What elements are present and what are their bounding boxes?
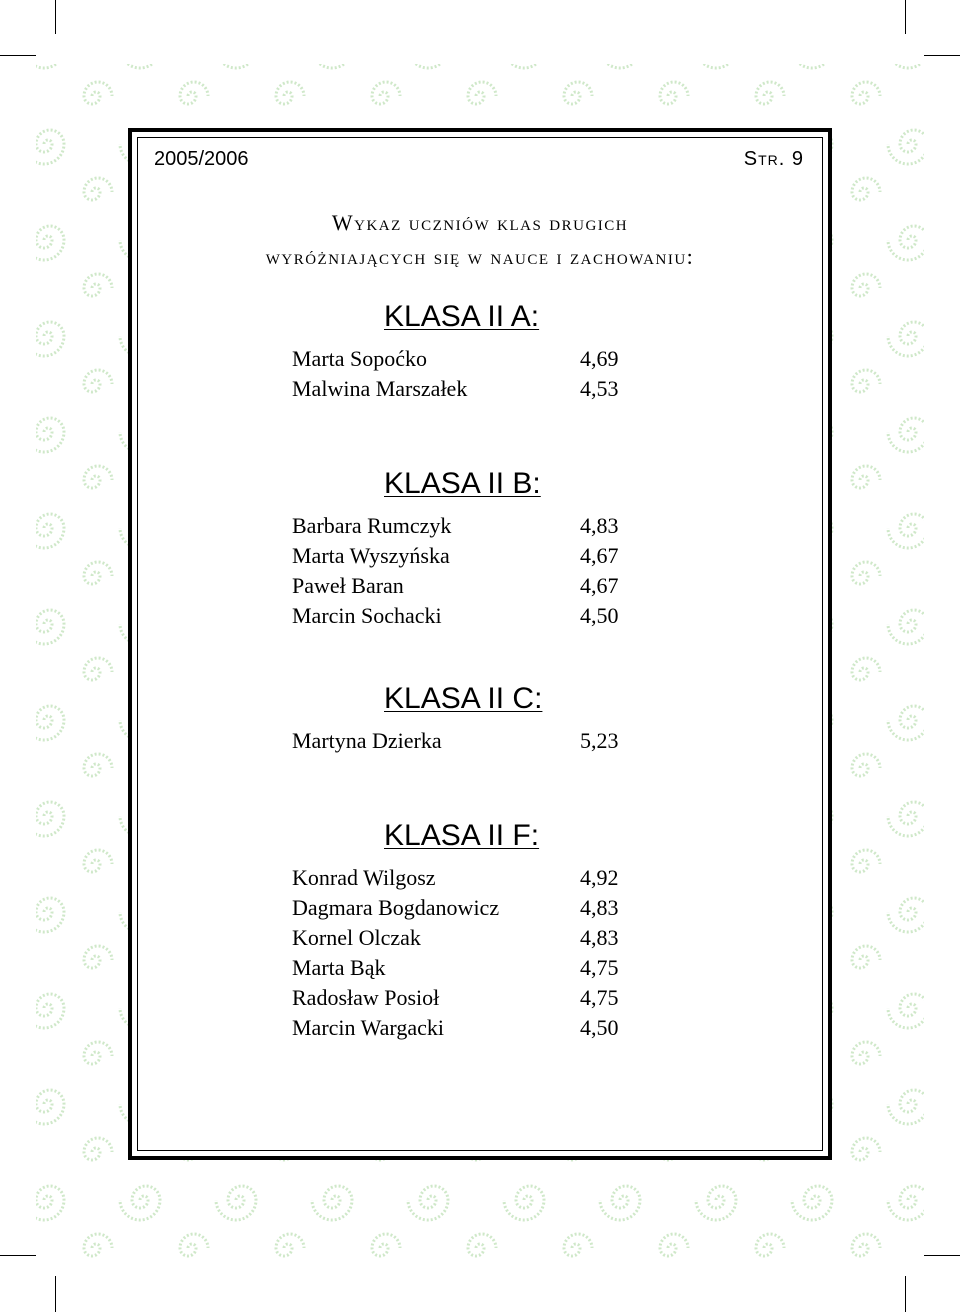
student-row [292, 893, 692, 923]
crop-mark [0, 55, 36, 56]
student-row [292, 601, 692, 631]
student-score: 4,50 [580, 1015, 619, 1040]
student-row [292, 571, 692, 601]
student-score: 5,23 [580, 728, 619, 753]
student-score: 4,83 [580, 925, 619, 950]
page-frame [128, 128, 832, 1160]
student-score: 4,53 [580, 376, 619, 401]
student-row [292, 726, 692, 756]
section-heading: KLASA II F: [384, 819, 540, 852]
student-row [292, 1013, 692, 1043]
section-heading: KLASA II A: [384, 300, 540, 333]
student-name: Marta Sopoćko [292, 346, 428, 371]
class-section-f [292, 819, 692, 1043]
student-score: 4,67 [580, 573, 619, 598]
student-name: Barbara Rumczyk [292, 513, 452, 538]
student-row [292, 511, 692, 541]
student-name: Malwina Marszałek [292, 376, 468, 401]
student-name: Marta Bąk [292, 955, 386, 980]
student-score: 4,83 [580, 895, 619, 920]
student-row [292, 923, 692, 953]
page-title-line-2: wyróżniających się w nauce i zachowaniu: [265, 244, 695, 269]
class-section-c [292, 682, 692, 756]
student-score: 4,69 [580, 346, 619, 371]
student-score: 4,92 [580, 865, 619, 890]
crop-mark [55, 0, 56, 34]
student-score: 4,75 [580, 985, 619, 1010]
student-score: 4,50 [580, 603, 619, 628]
student-name: Konrad Wilgosz [292, 865, 436, 890]
student-name: Marcin Sochacki [292, 603, 442, 628]
student-row [292, 983, 692, 1013]
crop-mark [905, 0, 906, 34]
student-row [292, 863, 692, 893]
crop-mark [924, 1255, 960, 1256]
student-row [292, 541, 692, 571]
student-name: Kornel Olczak [292, 925, 421, 950]
student-row [292, 374, 692, 404]
crop-mark [905, 1276, 906, 1312]
student-row [292, 953, 692, 983]
student-name: Radosław Posioł [292, 985, 440, 1010]
header-year: 2005/2006 [154, 148, 249, 170]
page-title-line-1: Wykaz uczniów klas drugich [331, 210, 629, 235]
student-row [292, 344, 692, 374]
crop-mark [924, 55, 960, 56]
class-section-a [292, 300, 692, 404]
student-name: Dagmara Bogdanowicz [292, 895, 500, 920]
section-heading: KLASA II C: [384, 682, 543, 715]
student-name: Martyna Dzierka [292, 728, 442, 753]
student-name: Marta Wyszyńska [292, 543, 450, 568]
section-heading: KLASA II B: [384, 467, 541, 500]
student-score: 4,75 [580, 955, 619, 980]
student-score: 4,67 [580, 543, 619, 568]
student-name: Paweł Baran [292, 573, 404, 598]
student-name: Marcin Wargacki [292, 1015, 444, 1040]
crop-mark [55, 1276, 56, 1312]
crop-mark [0, 1255, 36, 1256]
class-section-b [292, 467, 692, 631]
student-score: 4,83 [580, 513, 619, 538]
header-page-number: Str. 9 [743, 148, 804, 170]
